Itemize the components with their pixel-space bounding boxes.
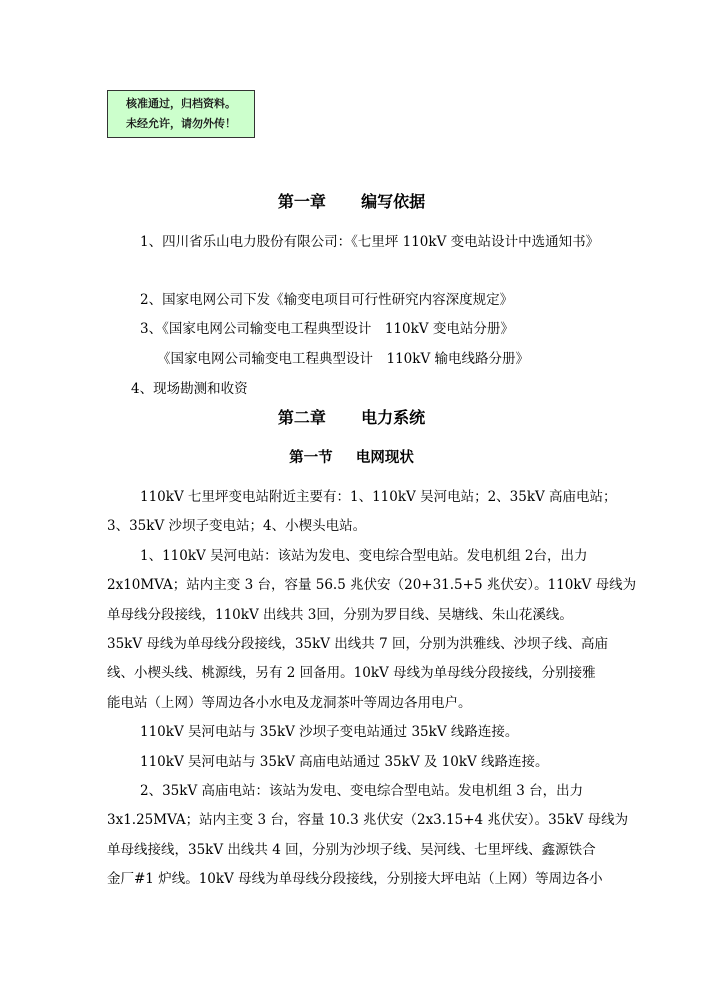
basis-item-4: 4、现场勘测和收资 <box>131 381 248 397</box>
body-line: 110kV 吴河电站与 35kV 高庙电站通过 35kV 及 10kV 线路连接。 <box>140 754 549 770</box>
section1-number: 第一节 <box>289 449 333 466</box>
chapter2-title: 电力系统 <box>361 408 426 427</box>
chapter1-number: 第一章 <box>277 192 326 211</box>
body-line: 35kV 母线为单母线分段接线，35kV 出线共 7 回，分别为洪雅线、沙坝子线、高庙 <box>107 636 608 652</box>
chapter2-number: 第二章 <box>277 408 326 427</box>
body-line: 3x1.25MVA；站内主变 3 台，容量 10.3 兆伏安（2x3.15+4 兆伏安）。35kV 母线为 <box>107 812 629 828</box>
body-line: 金厂#1 炉线。10kV 母线为单母线分段接线，分别接大坪电站（上网）等周边各小 <box>107 871 603 887</box>
body-line: 2x10MVA；站内主变 3 台，容量 56.5 兆伏安（20+31.5+5 兆伏安）。110kV 母线为 <box>107 577 637 593</box>
section1-title: 电网现状 <box>355 449 414 466</box>
basis-item-3: 3、《国家电网公司输变电工程典型设计 110kV 变电站分册》 <box>140 321 514 337</box>
section1-heading <box>0 449 703 467</box>
body-line: 110kV 七里坪变电站附近主要有：1、110kV 吴河电站；2、35kV 高庙电站； <box>140 489 617 505</box>
body-line: 1、110kV 吴河电站：该站为发电、变电综合型电站。发电机组 2台，出力 <box>140 548 588 564</box>
body-line: 110kV 吴河电站与 35kV 沙坝子变电站通过 35kV 线路连接。 <box>140 724 519 740</box>
stamp-notice <box>107 90 255 138</box>
stamp-line-2: 未经允许，请勿外传！ <box>126 117 236 130</box>
body-line: 2、35kV 高庙电站：该站为发电、变电综合型电站。发电机组 3 台，出力 <box>140 783 584 799</box>
basis-item-1: 1、四川省乐山电力股份有限公司：《七里坪 110kV 变电站设计中选通知书》 <box>140 234 600 250</box>
body-line: 单母线分段接线，110kV 出线共 3回，分别为罗目线、吴塘线、朱山花溪线。 <box>107 607 573 623</box>
basis-item-2: 2、国家电网公司下发《输变电项目可行性研究内容深度规定》 <box>140 292 514 308</box>
body-line: 单母线接线，35kV 出线共 4 回，分别为沙坝子线、吴河线、七里坪线、鑫源铁合 <box>107 842 596 858</box>
basis-item-3b: 《国家电网公司输变电工程典型设计 110kV 输电线路分册》 <box>157 351 529 367</box>
body-line: 线、小楔头线、桃源线，另有 2 回备用。10kV 母线为单母线分段接线，分别接雅 <box>107 665 596 681</box>
chapter2-heading <box>0 409 703 427</box>
body-line: 3、35kV 沙坝子变电站；4、小楔头电站。 <box>107 518 367 534</box>
chapter1-title: 编写依据 <box>361 192 426 211</box>
body-line: 能电站（上网）等周边各小水电及龙洞茶叶等周边各用电户。 <box>107 695 472 711</box>
chapter1-heading <box>0 193 703 211</box>
stamp-line-1: 核准通过，归档资料。 <box>126 97 236 110</box>
